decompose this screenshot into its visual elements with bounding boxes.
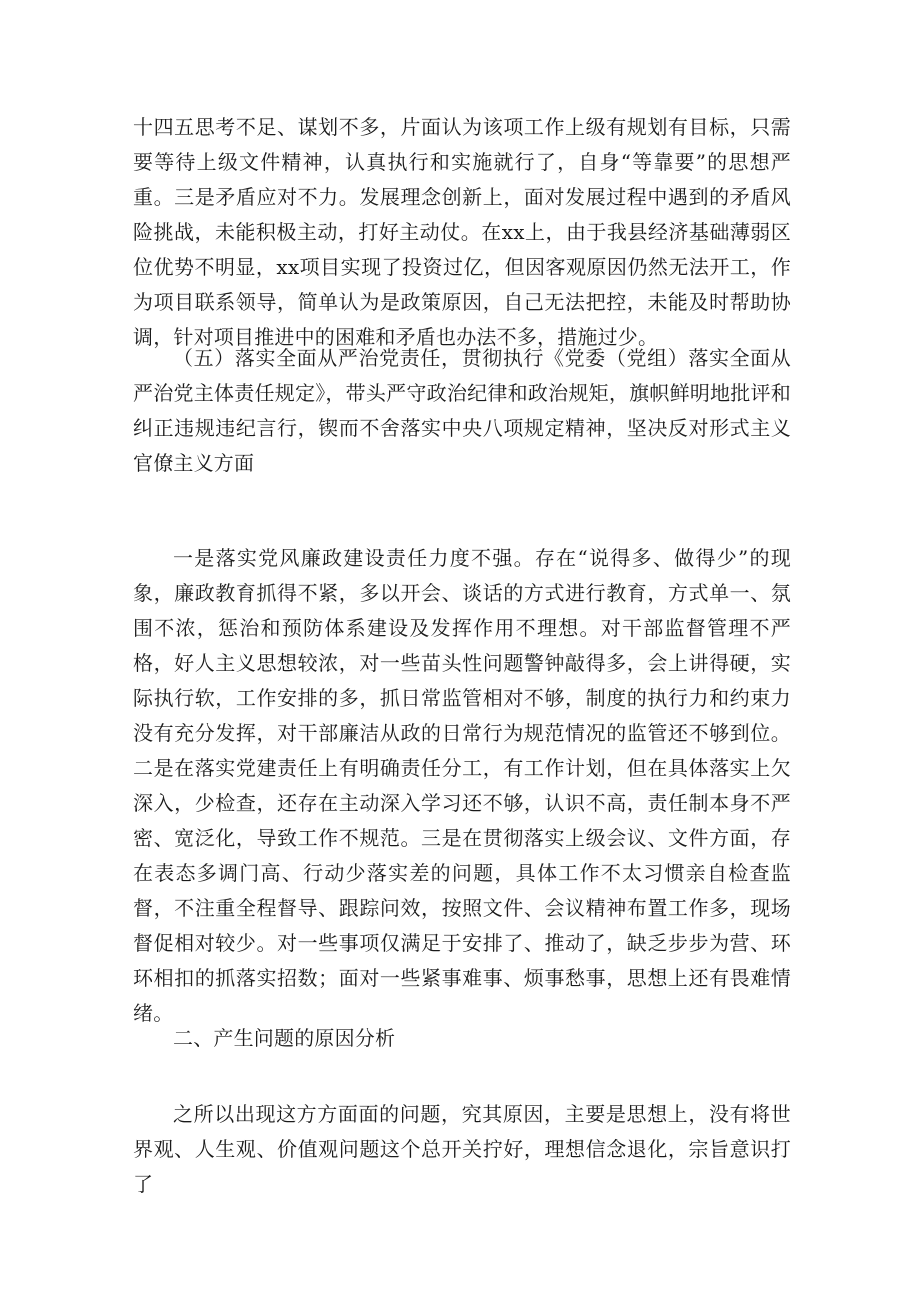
section-heading-5 [133, 341, 791, 481]
paragraph-text: 二、产生问题的原因分析 [173, 1026, 396, 1050]
paragraph-text: （五）落实全面从严治党责任，贯彻执行《党委（党组）落实全面从严治党主体责任规定》，带头严守政治纪律和政治规矩，旗帜鲜明地批评和纠正违规违纪言行，锲而不舍落实中央八项规定精神，坚决反对形式主义官僚主义方面 [133, 346, 791, 475]
paragraph-text: 一是落实党风廉政建设责任力度不强。存在“说得多、做得少”的现象，廉政教育抓得不紧，多以开会、谈话的方式进行教育，方式单一、氛围不浓，惩治和预防体系建设及发挥作用不理想。对干部监督管理不严格，好人主义思想较浓，对一些苗头性问题警钟敲得多，会上讲得硬，实际执行软，工作安排的多，抓日常监管相对不够，制度的执行力和约束力没有充分发挥，对干部廉洁从政的日常行为规范情况的监管还不够到位。二是在落实党建责任上有明确责任分工，有工作计划，但在具体落实上欠深入，少检查，还存在主动深入学习还不够，认识不高，责任制本身不严密、宽泛化，导致工作不规范。三是在贯彻落实上级会议、文件方面，存在表态多调门高、行动少落实差的问题，具体工作不太习惯亲自检查监督，不注重全程督导、跟踪问效，按照文件、会议精神布置工作多，现场督促相对较少。对一些事项仅满足于安排了、推动了，缺乏步步为营、环环相扣的抓落实招数；面对一些紧事难事、烦事愁事，思想上还有畏难情绪。 [133, 546, 791, 1025]
paragraph-text: 之所以出现这方方面面的问题，究其原因，主要是思想上，没有将世界观、人生观、价值观问题这个总开关拧好，理想信念退化，宗旨意识打了 [133, 1102, 791, 1196]
section-heading-2 [133, 1021, 791, 1056]
paragraph-text: 十四五思考不足、谋划不多，片面认为该项工作上级有规划有目标，只需要等待上级文件精神，认真执行和实施就行了，自身“等靠要”的思想严重。三是矛盾应对不力。发展理念创新上，面对发展过程中遇到的矛盾风险挑战，未能积极主动，打好主动仗。在xx上，由于我县经济基础薄弱区位优势不明显，xx项目实现了投资过亿，但因客观原因仍然无法开工，作为项目联系领导，简单认为是政策原因，自己无法把控，未能及时帮助协调，针对项目推进中的困难和矛盾也办法不多，措施过少。 [133, 115, 791, 349]
paragraph-body [133, 1097, 791, 1202]
paragraph-body [133, 541, 791, 1031]
paragraph-continuation [133, 110, 791, 355]
